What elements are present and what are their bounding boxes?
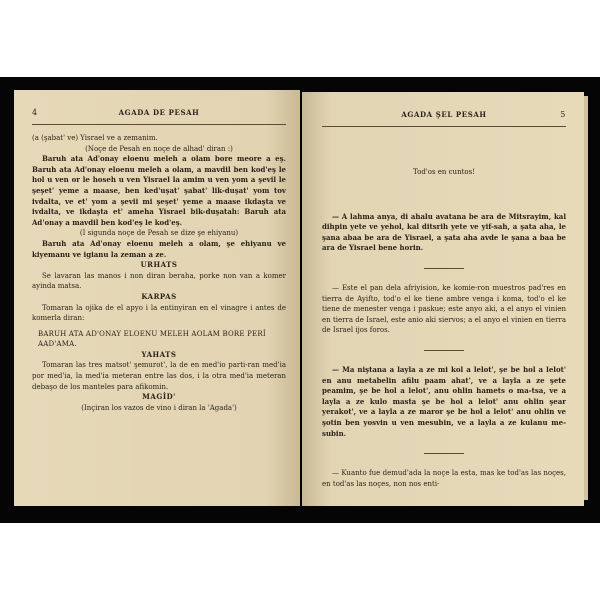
karpas-text: Tomaran la ojika de el apyo i la entinyiran en el vinagre i antes de komerla diran: bbox=[32, 303, 286, 323]
ha-lahma-anya-paragraph: — A lahma anya, di ahalu avatana be ara de Mitsrayim, kal dihpin yete ve yehol, kal ditsrih yete ve yif-sah, a şata aha, le şana abaa be ara de Yisrael, a şata aha avde le şana a baa be ara de Yisrael bene horin. bbox=[322, 211, 566, 253]
havdala-blessing: Baruh ata Ad'onay eloenu meleh a olam bore meore a eş. Baruh ata Ad'onay eloenu meleh a olam, a mavdil ben kod'eş le hol u ven or le hoseh u ven Yisrael la amim u ven yom a şevil le şeşet' yeme a maase, ben ked'uşat' şabat' lik-duşat' yom tov ivdalta, ve et' yom a şevii mi şeşet' yeme a maase ikdaşta ve ivdalta, ve ikdaşta et' ameha Yisrael bik-duşatah: Baruh ata Ad'onay a mavdil ben kod'eş le kod'eş. bbox=[32, 154, 286, 227]
todos-line: Tod'os en cuntos! bbox=[412, 168, 476, 176]
karpas-blessing: BARUH ATA AD'ONAY ELOENU MELEH AOLAM BORE PERİ AAD'AMA. bbox=[38, 329, 266, 349]
shehecheyanu-blessing: Baruh ata Ad'onay eloenu meleh a olam, şe ehiyanu ve kiyemanu ve igianu la zeman a ze. bbox=[32, 238, 286, 259]
right-running-title: AGADA ŞEL PESAH bbox=[401, 110, 487, 119]
magid-rubric: (Inçiran los vazos de vino i diran la 'Agada') bbox=[81, 403, 237, 412]
kuanto-paragraph: — Kuanto fue demud'ada la noçe la esta, mas ke tod'as las noçes, en tod'as las noçes, non nos enti- bbox=[322, 469, 566, 488]
left-page bbox=[14, 90, 300, 506]
heading-yahats: YAHATS bbox=[141, 349, 177, 359]
left-running-head bbox=[32, 104, 286, 125]
left-page-number: 4 bbox=[32, 108, 38, 117]
rubric-second-night: (I sigunda noçe de Pesah se dize şe ehiyanu) bbox=[79, 229, 239, 238]
right-page-body bbox=[322, 167, 566, 489]
urhats-text: Se lavaran las manos i non diran beraha, porke non van a komer ayinda matsa. bbox=[32, 271, 286, 291]
bread-of-affliction-paragraph: — Este el pan dela afriyision, ke komie-ron muestros pad'res en tierra de Ayifto, tod'o el ke tiene ambre venga i koma, tod'o el ke tiene de menester venga i paskue; este anyo aki, a el anyo el vinien en tierra de Israel, este anio aki siervos; a el anyo el vinien en tierra de Israel ijos foros. bbox=[322, 283, 566, 335]
yahats-text: Tomaran las tres matsot' şemurot', la de en med'io parti-ran med'ia por med'ia, la med'ia meteran entre las dos, i la otra med'ia meteran debaşo de los manteles para afikomin. bbox=[32, 361, 286, 391]
left-running-title: AGADA DE PESAH bbox=[118, 108, 200, 117]
opening-line: (a (şabat' ve) Yisrael ve a zemanim. bbox=[32, 134, 158, 142]
ma-nishtana-paragraph: — Ma niştana a layla a ze mi kol a lelot', şe be hol a lelot' en anu metabelin afilu paam ahat', ve a layla a ze şete peamim, şe be hol a lelot', anu ohlin hamets o ma-tsa, ve a layla a ze kulo masta şe be hol a lelot' anu ohlin şear yerakot', ve a layla a ze maror şe be hol a lelot' anu ohlin ve şotin ben yosvin u ven mesubin, ve a layla a ze kulanu me-subin. bbox=[322, 364, 566, 438]
separator-rule bbox=[424, 268, 464, 269]
separator-rule bbox=[424, 350, 464, 351]
heading-karpas: KARPAS bbox=[141, 291, 177, 301]
right-page-number: 5 bbox=[560, 110, 566, 119]
right-running-head bbox=[322, 106, 566, 127]
right-page bbox=[302, 92, 584, 506]
separator-rule bbox=[424, 453, 464, 454]
heading-urhats: URHATS bbox=[140, 260, 178, 270]
rubric-first-night: (Noçe de Pesah en noçe de alhad' diran :) bbox=[85, 144, 233, 153]
left-page-body bbox=[32, 133, 286, 413]
heading-magid: MAGİD' bbox=[142, 392, 176, 402]
